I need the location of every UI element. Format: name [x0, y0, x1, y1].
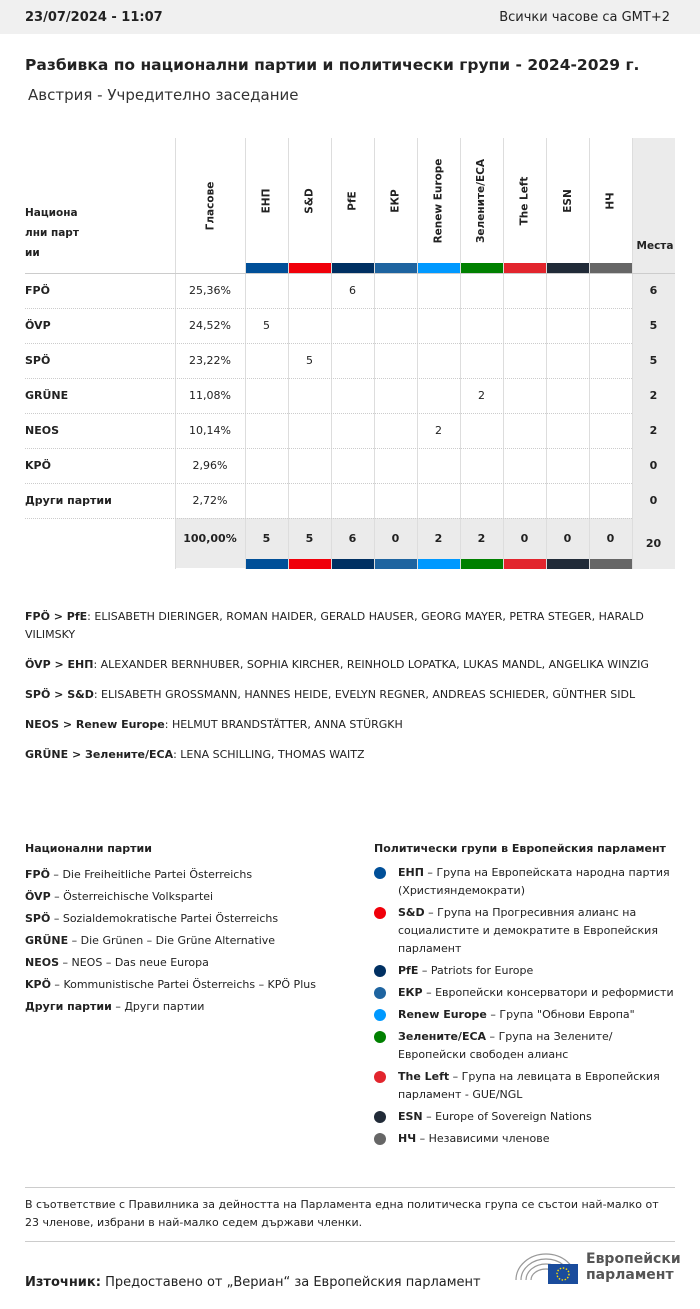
legend-group-item — [374, 1130, 674, 1148]
total-group-seats: 0 — [391, 531, 400, 545]
group-label: ЕКР — [389, 188, 402, 213]
legend-text: Група "Обнови Европа" — [499, 1008, 635, 1021]
legend-key: ESN — [398, 1110, 423, 1123]
group-color-bar — [503, 263, 546, 273]
legend-text: Europe of Sovereign Nations — [435, 1110, 592, 1123]
note-text: : ALEXANDER BERNHUBER, SOPHIA KIRCHER, REINHOLD LOPATKA, LUKAS MANDL, ANGELIKA WINZIG — [93, 658, 649, 671]
column-header-group — [589, 138, 632, 263]
legend-key: The Left — [398, 1070, 450, 1083]
group-color-bar — [288, 263, 331, 273]
legend-text: Die Freiheitliche Partei Österreichs — [62, 868, 253, 881]
legend-key: Зелените/ЕСА — [398, 1030, 487, 1043]
legend-text: Sozialdemokratische Partei Österreichs — [62, 912, 279, 925]
legend-key: Други партии — [25, 1000, 112, 1013]
legend-entry: PfE – Patriots for Europe — [398, 964, 534, 977]
legend-group-item — [374, 1028, 674, 1064]
legend-key: Renew Europe — [398, 1008, 487, 1021]
legend-entry: Renew Europe – Група "Обнови Европа" — [398, 1008, 635, 1021]
group-color-bar — [288, 559, 331, 569]
total-votes: 100,00% — [183, 531, 237, 545]
group-color-dot-icon — [374, 1133, 386, 1145]
note-key: ÖVP > ЕНП — [25, 658, 94, 671]
column-divider — [374, 138, 375, 569]
legend-key: FPÖ — [25, 868, 50, 881]
legend-group-item — [374, 1108, 674, 1126]
column-divider — [589, 138, 590, 569]
note-item — [25, 656, 655, 674]
source-text: Предоставено от „Вериан“ за Европейския парламент — [100, 1275, 481, 1290]
group-color-bar — [460, 559, 503, 569]
group-label: The Left — [518, 176, 531, 225]
column-divider — [546, 138, 547, 569]
column-header-group — [503, 138, 546, 263]
legend-text: Група на Зелените/ Европейски свободен алианс — [398, 1030, 613, 1061]
group-label: Renew Europe — [432, 158, 445, 243]
legend-entry: Зелените/ЕСА – Група на Зелените/ Европейски свободен алианс — [398, 1030, 613, 1061]
party-name: KPÖ — [25, 459, 51, 472]
column-header-group — [417, 138, 460, 263]
legend-entry: S&D – Група на Прогресивния алианс на социалистите и демократите в Европейския парламент — [398, 906, 658, 955]
column-divider — [503, 138, 504, 569]
party-name: Други партии — [25, 494, 112, 507]
group-color-bar — [589, 263, 632, 273]
group-color-bar — [331, 559, 374, 569]
group-color-dot-icon — [374, 965, 386, 977]
party-name: NEOS — [25, 424, 59, 437]
legend-party-item: KPÖ – Kommunistische Partei Österreichs – KPÖ Plus — [25, 978, 316, 991]
vote-share: 23,22% — [189, 354, 231, 367]
timezone-note: Всички часове са GMT+2 — [499, 9, 670, 25]
group-seats: 6 — [349, 284, 356, 297]
note-text: : ELISABETH DIERINGER, ROMAN HAIDER, GERALD HAUSER, GEORG MAYER, PETRA STEGER, HARALD VILIMSKY — [25, 610, 644, 641]
legend-text: Група на Европейската народна партия (Християндемократи) — [398, 866, 670, 897]
legend-key: НЧ — [398, 1132, 417, 1145]
legend-key: NEOS — [25, 956, 59, 969]
vote-share: 2,96% — [192, 459, 228, 472]
legend-text: Група на Прогресивния алианс на социалистите и демократите в Европейския парламент — [398, 906, 658, 955]
group-label: PfE — [346, 190, 359, 211]
vote-share: 10,14% — [189, 424, 231, 437]
group-color-dot-icon — [374, 867, 386, 879]
group-color-bar — [331, 263, 374, 273]
legend-group-item — [374, 864, 674, 900]
results-table — [25, 138, 675, 569]
vote-share: 24,52% — [189, 319, 231, 332]
total-seats: 0 — [649, 494, 658, 507]
total-seats: 5 — [649, 319, 658, 332]
grand-total-seats: 20 — [645, 536, 662, 550]
legend-group-item — [374, 904, 674, 958]
group-label: Зелените/ЕСА — [475, 158, 488, 243]
total-group-seats: 5 — [305, 531, 314, 545]
party-name: ÖVP — [25, 319, 51, 332]
legend-group-item — [374, 984, 674, 1002]
page-subtitle: Австрия - Учредително заседание — [28, 86, 299, 104]
votes-label: Гласове — [203, 181, 216, 230]
legend-party-item: ÖVP – Österreichische Volkspartei — [25, 890, 214, 903]
note-text: : ELISABETH GROSSMANN, HANNES HEIDE, EVELYN REGNER, ANDREAS SCHIEDER, GÜNTHER SIDL — [93, 688, 636, 701]
legend-entry: ESN – Europe of Sovereign Nations — [398, 1110, 592, 1123]
legend-party-item: FPÖ – Die Freiheitliche Partei Österreichs — [25, 868, 253, 881]
legend-key: SPÖ — [25, 912, 51, 925]
group-color-bar — [546, 263, 589, 273]
legend-entry: ЕНП – Група на Европейската народна партия (Християндемократи) — [398, 866, 670, 897]
column-header-party: Национални партии — [25, 207, 79, 259]
legend-group-item — [374, 1068, 674, 1104]
column-header-group — [460, 138, 503, 263]
legend-text: Österreichische Volkspartei — [63, 890, 214, 903]
ep-logo — [514, 1250, 681, 1284]
column-header-seats: Места — [636, 240, 674, 252]
column-header-group — [546, 138, 589, 263]
logo-line1: Европейски — [586, 1251, 681, 1267]
legend-title: Политически групи в Европейския парламент — [374, 842, 666, 855]
legend-entry: The Left – Група на левицата в Европейския парламент - GUE/NGL — [398, 1070, 660, 1101]
group-color-bar — [417, 263, 460, 273]
top-bar — [0, 0, 700, 34]
source — [25, 1275, 481, 1290]
legend-party-item: Други партии – Други партии — [25, 1000, 205, 1013]
note-key: FPÖ > PfE — [25, 610, 88, 623]
note-key: NEOS > Renew Europe — [25, 718, 165, 731]
legend-key: GRÜNE — [25, 934, 69, 947]
column-divider — [417, 138, 418, 569]
total-group-seats: 0 — [563, 531, 572, 545]
group-color-bar — [245, 559, 288, 569]
group-seats: 5 — [306, 354, 313, 367]
column-header-group — [374, 138, 417, 263]
vote-share: 25,36% — [189, 284, 231, 297]
legend-text: Patriots for Europe — [430, 964, 534, 977]
member-notes — [25, 608, 655, 776]
group-color-bar — [589, 559, 632, 569]
total-group-seats: 0 — [606, 531, 615, 545]
legend-party-item: SPÖ – Sozialdemokratische Partei Österreichs — [25, 912, 279, 925]
divider — [25, 1187, 675, 1188]
total-seats: 5 — [649, 354, 658, 367]
column-header-votes — [175, 138, 245, 273]
total-seats: 0 — [649, 459, 658, 472]
group-label: ESN — [561, 188, 574, 213]
total-seats: 2 — [649, 389, 658, 402]
legend-key: KPÖ — [25, 978, 51, 991]
legend-text: Европейски консерватори и реформисти — [435, 986, 674, 999]
party-name: FPÖ — [25, 284, 50, 297]
group-seats: 5 — [263, 319, 270, 332]
group-seats: 2 — [478, 389, 485, 402]
group-color-bar — [245, 263, 288, 273]
legend-text: Група на левицата в Европейския парламент - GUE/NGL — [398, 1070, 660, 1101]
group-label: ЕНП — [260, 188, 273, 213]
legend-political-groups — [374, 838, 674, 1152]
group-color-dot-icon — [374, 1071, 386, 1083]
legend-key: ÖVP — [25, 890, 51, 903]
group-color-dot-icon — [374, 987, 386, 999]
group-seats: 2 — [435, 424, 442, 437]
datetime: 23/07/2024 - 11:07 — [25, 9, 163, 25]
vote-share: 11,08% — [189, 389, 231, 402]
group-color-bar — [503, 559, 546, 569]
column-header-group — [288, 138, 331, 263]
legend-text: Die Grünen – Die Grüne Alternative — [80, 934, 276, 947]
total-seats: 2 — [649, 424, 658, 437]
legend-entry: НЧ – Независими членове — [398, 1132, 550, 1145]
column-divider — [331, 138, 332, 569]
group-color-bar — [460, 263, 503, 273]
divider — [25, 1241, 675, 1242]
legend-national-parties — [25, 838, 355, 1018]
group-color-dot-icon — [374, 1031, 386, 1043]
legend-group-item — [374, 962, 674, 980]
legend-text: Kommunistische Partei Österreichs – KPÖ Plus — [63, 978, 316, 991]
parliament-hemicycle-icon — [514, 1250, 578, 1284]
legend-text: NEOS – Das neue Europa — [71, 956, 209, 969]
group-color-dot-icon — [374, 907, 386, 919]
note-item — [25, 686, 655, 704]
total-group-seats: 2 — [434, 531, 443, 545]
legend-text: Независими членове — [428, 1132, 550, 1145]
group-color-bar — [417, 559, 460, 569]
group-label: S&D — [303, 187, 316, 214]
note-text: : HELMUT BRANDSTÄTTER, ANNA STÜRGKH — [164, 718, 403, 731]
legend-text: Други партии — [124, 1000, 205, 1013]
total-group-seats: 5 — [262, 531, 271, 545]
logo-line2: парламент — [586, 1267, 674, 1283]
legend-key: ЕКР — [398, 986, 423, 999]
note-key: GRÜNE > Зелените/ЕСА — [25, 748, 174, 761]
group-color-dot-icon — [374, 1009, 386, 1021]
group-color-bar — [374, 263, 417, 273]
column-header-group — [245, 138, 288, 263]
note-item — [25, 716, 655, 734]
page-title: Разбивка по национални партии и политически групи - 2024-2029 г. — [25, 56, 640, 74]
note-item — [25, 608, 655, 644]
group-color-dot-icon — [374, 1111, 386, 1123]
party-name: SPÖ — [25, 354, 51, 367]
group-color-bar — [546, 559, 589, 569]
total-group-seats: 0 — [520, 531, 529, 545]
note-item — [25, 746, 655, 764]
total-group-seats: 2 — [477, 531, 486, 545]
column-divider — [245, 138, 246, 569]
party-name: GRÜNE — [25, 389, 69, 402]
group-color-bar — [374, 559, 417, 569]
note-text: : LENA SCHILLING, THOMAS WAITZ — [173, 748, 365, 761]
legend-key: S&D — [398, 906, 425, 919]
legend-party-item: GRÜNE – Die Grünen – Die Grüne Alternative — [25, 934, 276, 947]
footnote: В съответствие с Правилника за дейността на Парламента една политическа група се състои най-малко от 23 членове, избрани в най-малко седем държави членки. — [25, 1198, 659, 1229]
legend-party-item: NEOS – NEOS – Das neue Europa — [25, 956, 209, 969]
vote-share: 2,72% — [192, 494, 228, 507]
legend-group-item — [374, 1006, 674, 1024]
source-label: Източник: — [25, 1275, 101, 1290]
total-seats: 6 — [649, 284, 658, 297]
column-header-group — [331, 138, 374, 263]
legend-title: Национални партии — [25, 842, 152, 855]
legend-entry: ЕКР – Европейски консерватори и реформисти — [398, 986, 674, 999]
group-label: НЧ — [604, 191, 617, 210]
legend-key: ЕНП — [398, 866, 424, 879]
legend-key: PfE — [398, 964, 419, 977]
column-divider — [460, 138, 461, 569]
note-key: SPÖ > S&D — [25, 688, 94, 701]
total-group-seats: 6 — [348, 531, 357, 545]
